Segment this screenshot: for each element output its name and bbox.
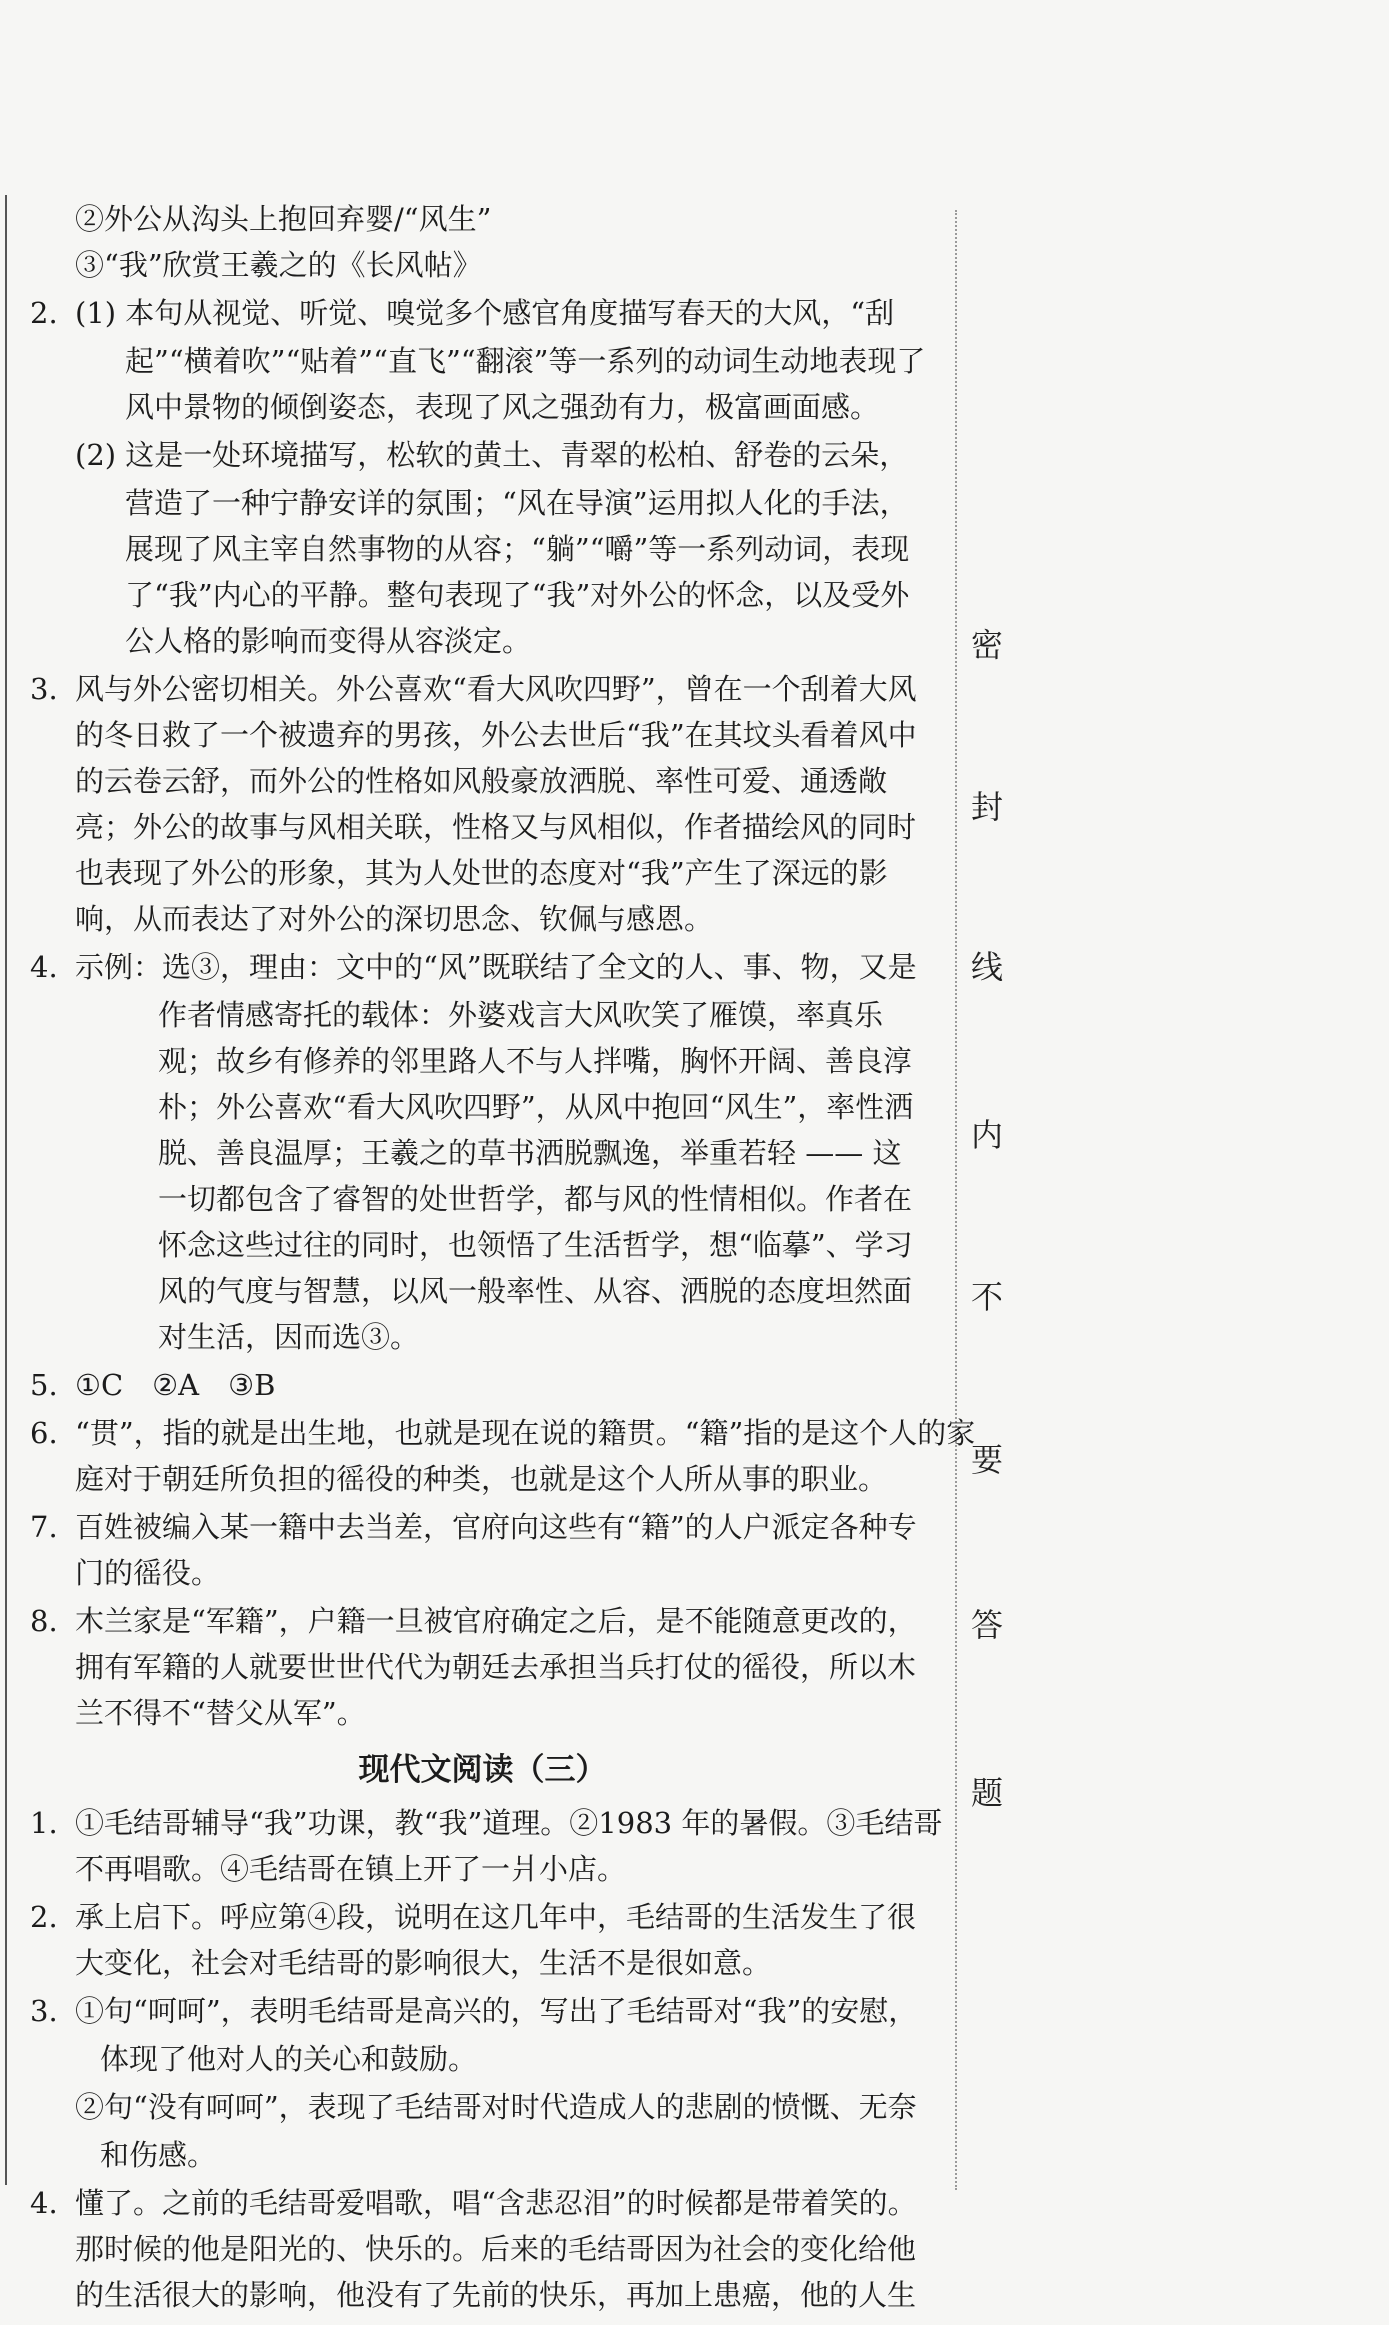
answer-line: 怀念这些过往的同时，也领悟了生活哲学，想“临摹”、学习 bbox=[158, 1228, 913, 1262]
left-margin-line bbox=[5, 195, 7, 2185]
answer-item bbox=[30, 1800, 943, 1892]
item-number: 4. bbox=[30, 2186, 58, 2220]
answer-line: 和伤感。 bbox=[100, 2138, 217, 2172]
answer-item bbox=[30, 480, 935, 664]
answer-item bbox=[30, 944, 935, 990]
answer-line: ③“我”欣赏王羲之的《长风帖》 bbox=[75, 248, 482, 282]
answer-line: ①毛结哥辅导“我”功课，教“我”道理。②1983 年的暑假。③毛结哥 bbox=[75, 1806, 943, 1840]
answer-line: 风的气度与智慧，以风一般率性、从容、洒脱的态度坦然面 bbox=[158, 1274, 913, 1308]
answer-item bbox=[30, 2180, 935, 2318]
answer-item bbox=[30, 1894, 935, 1986]
answer-content bbox=[30, 196, 976, 2320]
answer-line: 朴；外公喜欢“看大风吹四野”，从风中抱回“风生”，率性洒 bbox=[158, 1090, 914, 1124]
answer-item bbox=[30, 1504, 935, 1596]
answer-line: (1) 本句从视觉、听觉、嗅觉多个感官角度描写春天的大风，“刮 bbox=[75, 296, 895, 330]
answer-line: (2) 这是一处环境描写，松软的黄土、青翠的松柏、舒卷的云朵， bbox=[75, 438, 909, 472]
answer-line: 观；故乡有修养的邻里路人不与人拌嘴，胸怀开阔、善良淳 bbox=[158, 1044, 913, 1078]
answer-line: ①句“呵呵”，表明毛结哥是高兴的，写出了毛结哥对“我”的安慰， bbox=[75, 1994, 918, 2028]
seal-char: 内 bbox=[970, 1116, 1003, 1154]
answer-line: ①C ②A ③B bbox=[75, 1368, 276, 1402]
answer-item bbox=[30, 666, 935, 942]
answer-line: 的生活很大的影响，他没有了先前的快乐，再加上患癌，他的人生 bbox=[75, 2278, 917, 2312]
answer-line: 作者情感寄托的载体：外婆戏言大风吹笑了雁馍，率真乐 bbox=[158, 998, 884, 1032]
answer-line: 起”“横着吹”“贴着”“直飞”“翻滚”等一系列的动词生动地表现了 bbox=[125, 344, 926, 378]
seal-dotted-line bbox=[955, 210, 957, 2190]
answer-item bbox=[30, 196, 935, 288]
answer-item bbox=[30, 432, 935, 478]
answer-line: 承上启下。呼应第④段，说明在这几年中，毛结哥的生活发生了很 bbox=[75, 1900, 917, 1934]
answer-line: 庭对于朝廷所负担的徭役的种类，也就是这个人所从事的职业。 bbox=[75, 1462, 888, 1496]
item-number: 2. bbox=[30, 1900, 58, 1934]
answer-line: 兰不得不“替父从军”。 bbox=[75, 1696, 366, 1730]
item-number: 3. bbox=[30, 672, 58, 706]
answer-line: 拥有军籍的人就要世世代代为朝廷去承担当兵打仗的徭役，所以木 bbox=[75, 1650, 917, 1684]
answer-line: 对生活，因而选③。 bbox=[158, 1320, 420, 1354]
answer-line: 脱、善良温厚；王羲之的草书洒脱飘逸，举重若轻 —— 这 bbox=[158, 1136, 902, 1170]
answer-line: 也表现了外公的形象，其为人处世的态度对“我”产生了深远的影 bbox=[75, 856, 888, 890]
answer-line: 门的徭役。 bbox=[75, 1556, 221, 1590]
section-title: 现代文阅读（三） bbox=[358, 1752, 607, 1788]
answer-item bbox=[30, 1410, 976, 1502]
answer-line: ②外公从沟头上抱回弃婴/“风生” bbox=[75, 202, 492, 236]
item-number: 7. bbox=[30, 1510, 58, 1544]
answer-line: 亮；外公的故事与风相关联，性格又与风相似，作者描绘风的同时 bbox=[75, 810, 917, 844]
item-number: 6. bbox=[30, 1416, 58, 1450]
seal-char: 答 bbox=[970, 1606, 1003, 1644]
answer-line: 营造了一种宁静安详的氛围；“风在导演”运用拟人化的手法， bbox=[125, 486, 909, 520]
answer-item bbox=[30, 1988, 935, 2034]
item-number: 5. bbox=[30, 1368, 58, 1402]
answer-item bbox=[30, 290, 935, 336]
answer-line: 响，从而表达了对外公的深切思念、钦佩与感恩。 bbox=[75, 902, 714, 936]
answer-line: 那时候的他是阳光的、快乐的。后来的毛结哥因为社会的变化给他 bbox=[75, 2232, 917, 2266]
answer-line: 大变化，社会对毛结哥的影响很大，生活不是很如意。 bbox=[75, 1946, 772, 1980]
answer-line: ②句“没有呵呵”，表现了毛结哥对时代造成人的悲剧的愤慨、无奈 bbox=[75, 2090, 917, 2124]
item-number: 2. bbox=[30, 296, 58, 330]
answer-line: 风与外公密切相关。外公喜欢“看大风吹四野”，曾在一个刮着大风 bbox=[75, 672, 917, 706]
seal-char: 线 bbox=[970, 948, 1003, 986]
answer-line: 公人格的影响而变得从容淡定。 bbox=[125, 624, 532, 658]
answer-line: 一切都包含了睿智的处世哲学，都与风的性情相似。作者在 bbox=[158, 1182, 913, 1216]
answer-item bbox=[30, 338, 935, 430]
answer-item bbox=[30, 992, 935, 1360]
answer-line: 示例：选③，理由：文中的“风”既联结了全文的人、事、物，又是 bbox=[75, 950, 917, 984]
seal-char: 密 bbox=[970, 626, 1003, 664]
answer-item bbox=[30, 2036, 935, 2082]
item-number: 1. bbox=[30, 1806, 58, 1840]
answer-line: 的冬日救了一个被遗弃的男孩，外公去世后“我”在其坟头看着风中 bbox=[75, 718, 917, 752]
answer-item bbox=[30, 1362, 935, 1408]
answer-line: 木兰家是“军籍”，户籍一旦被官府确定之后，是不能随意更改的， bbox=[75, 1604, 917, 1638]
item-number: 3. bbox=[30, 1994, 58, 2028]
seal-char: 封 bbox=[970, 788, 1003, 826]
answer-line: 体现了他对人的关心和鼓励。 bbox=[100, 2042, 478, 2076]
answer-line: 百姓被编入某一籍中去当差，官府向这些有“籍”的人户派定各种专 bbox=[75, 1510, 917, 1544]
answer-line: 展现了风主宰自然事物的从容；“躺”“嚼”等一系列动词，表现 bbox=[125, 532, 910, 566]
answer-line: 懂了。之前的毛结哥爱唱歌，唱“含悲忍泪”的时候都是带着笑的。 bbox=[75, 2186, 917, 2220]
answer-line: 的云卷云舒，而外公的性格如风般豪放洒脱、率性可爱、通透敞 bbox=[75, 764, 888, 798]
answer-item bbox=[30, 2132, 935, 2178]
answer-item bbox=[30, 1598, 935, 1736]
seal-char: 不 bbox=[970, 1278, 1003, 1316]
answer-line: 不再唱歌。④毛结哥在镇上开了一爿小店。 bbox=[75, 1852, 627, 1886]
seal-char: 要 bbox=[970, 1441, 1003, 1479]
item-number: 8. bbox=[30, 1604, 58, 1638]
item-number: 4. bbox=[30, 950, 58, 984]
answer-line: 了“我”内心的平静。整句表现了“我”对外公的怀念，以及受外 bbox=[125, 578, 910, 612]
answer-item bbox=[30, 2084, 935, 2130]
seal-char: 题 bbox=[970, 1774, 1003, 1812]
answer-line: “贯”，指的就是出生地，也就是现在说的籍贯。“籍”指的是这个人的家 bbox=[75, 1416, 976, 1450]
answer-line: 风中景物的倾倒姿态，表现了风之强劲有力，极富画面感。 bbox=[125, 390, 880, 424]
